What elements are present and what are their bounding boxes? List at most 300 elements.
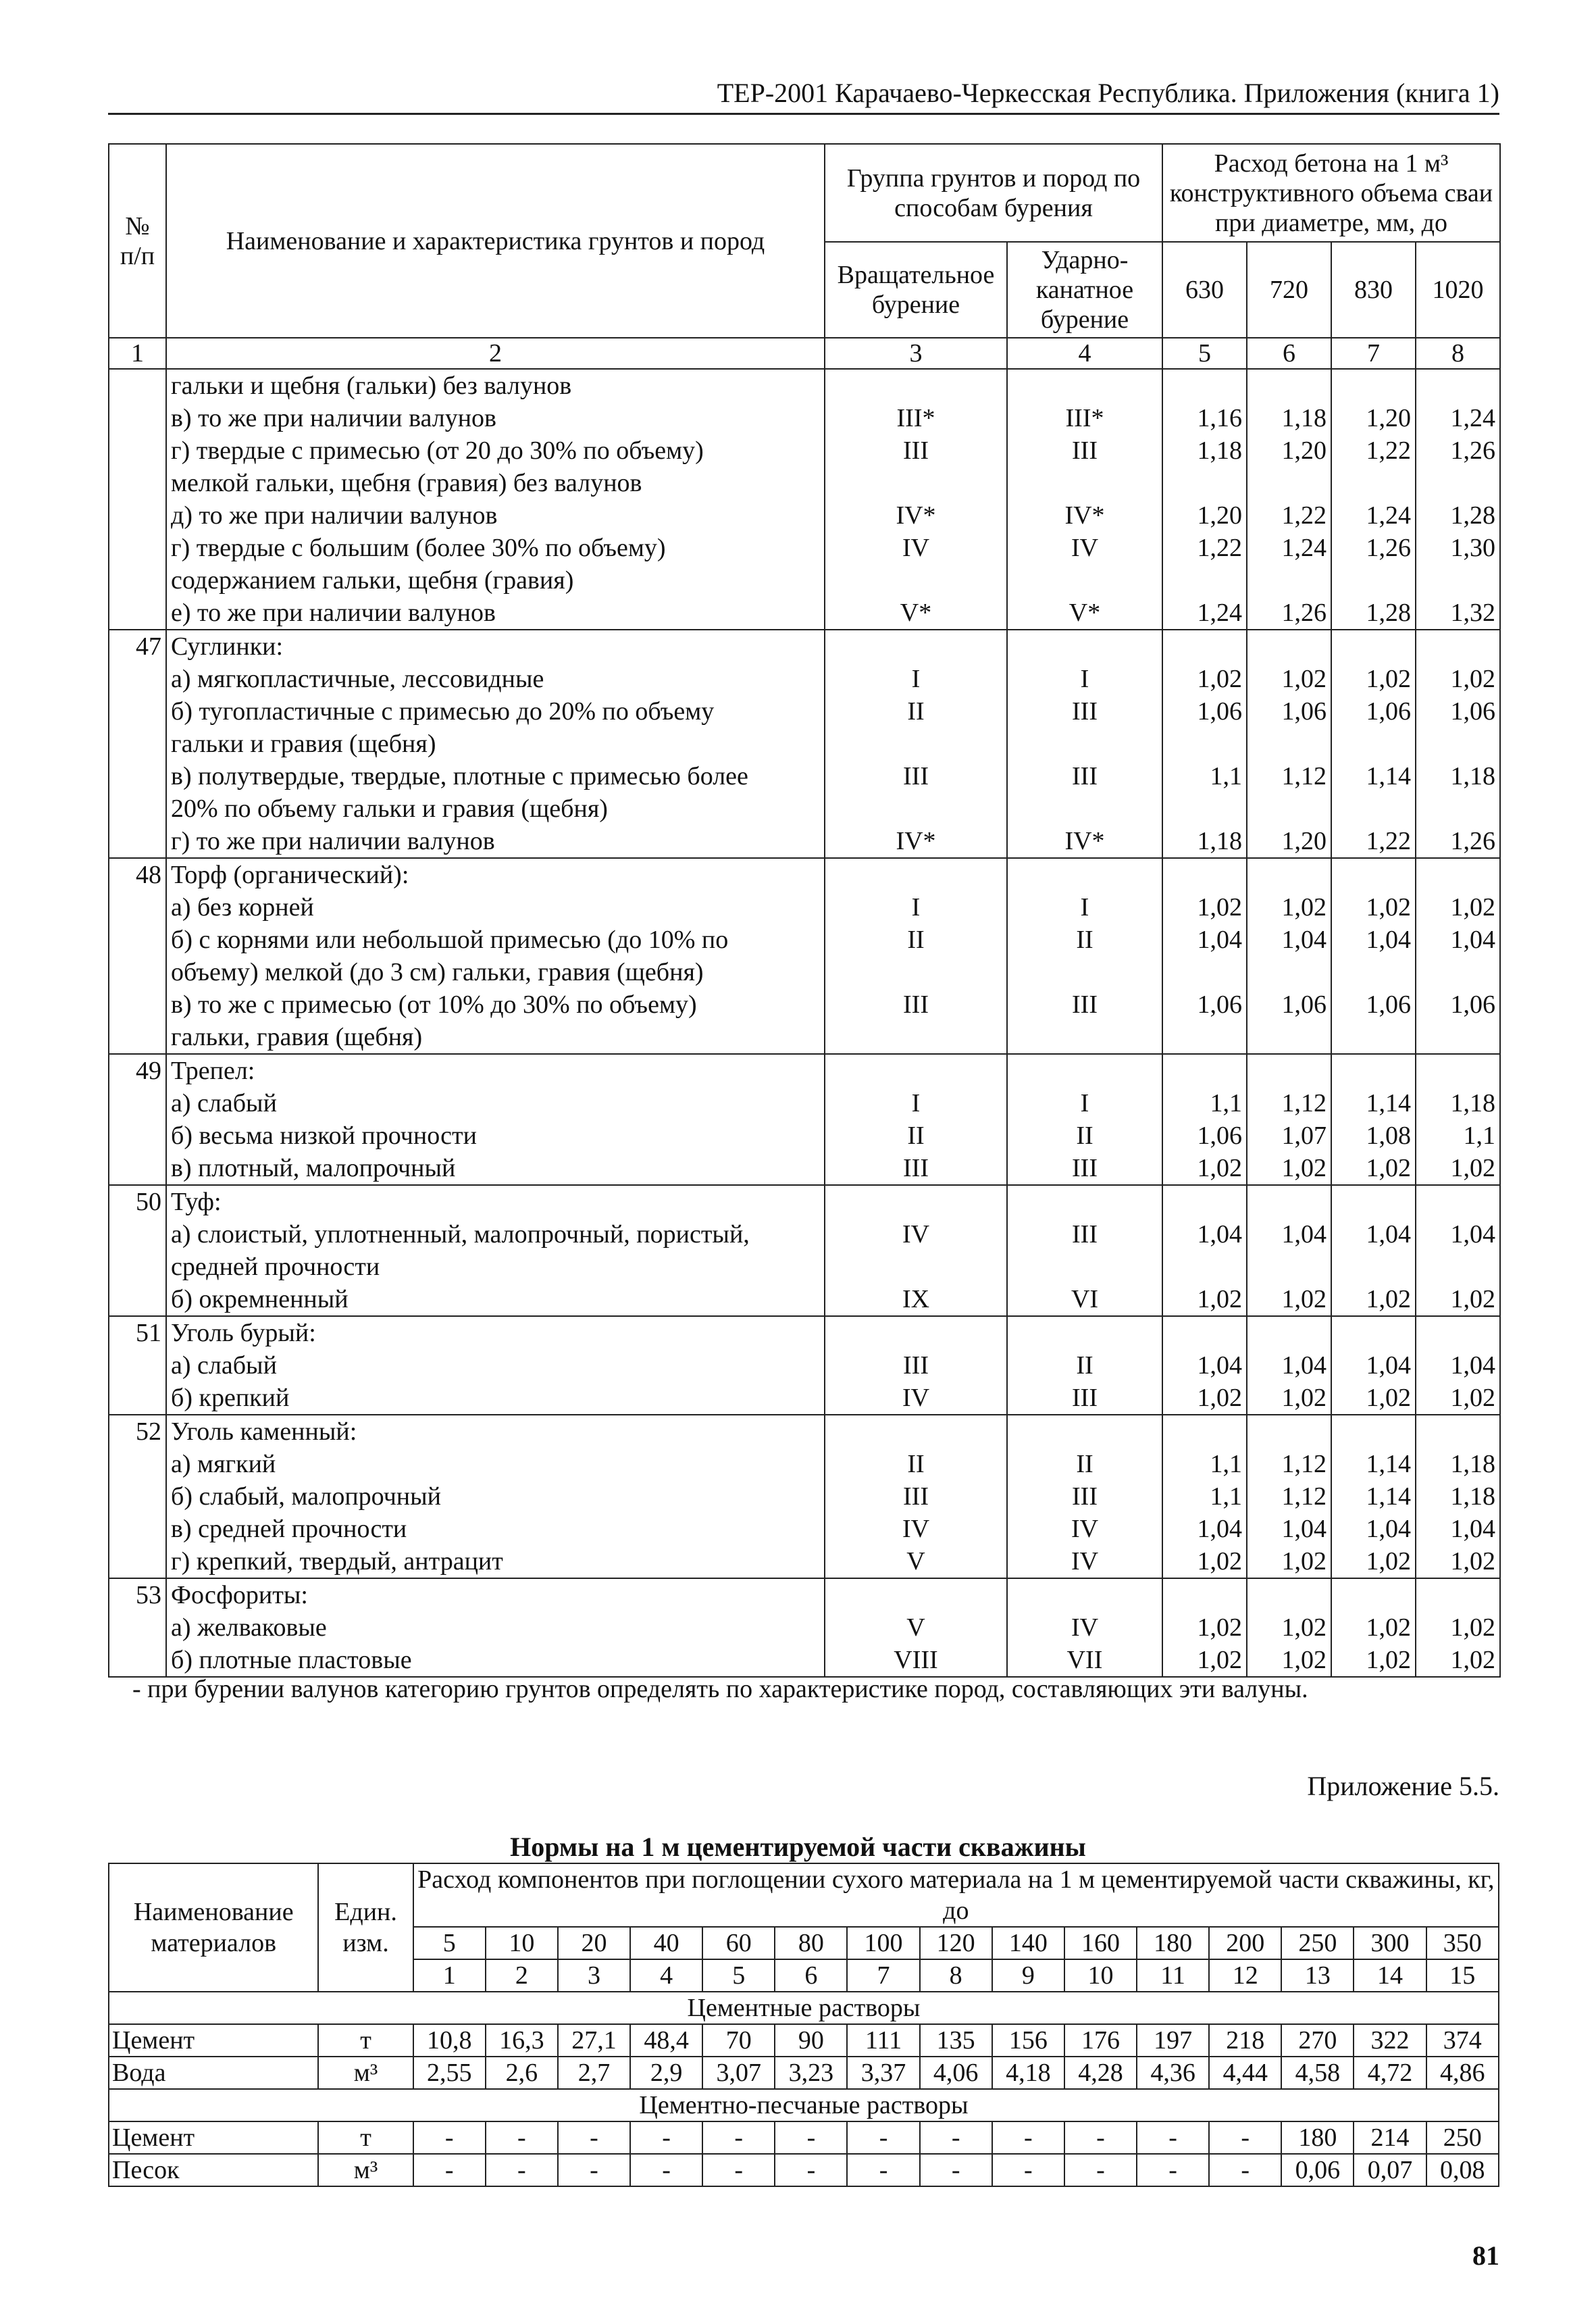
value-cell: 4,06 bbox=[920, 2057, 992, 2089]
col-header-d630: 630 bbox=[1162, 242, 1247, 338]
value-cell: 0,08 bbox=[1426, 2154, 1499, 2186]
table-row bbox=[109, 499, 1500, 532]
soil-name-cell: содержанием гальки, щебня (гравия) bbox=[166, 564, 825, 597]
soil-name-cell: в) средней прочности bbox=[166, 1513, 825, 1545]
rotary-group-cell: III bbox=[825, 1480, 1007, 1513]
value-cell: 4,18 bbox=[992, 2057, 1064, 2089]
percussion-group-cell: VI bbox=[1007, 1283, 1162, 1316]
unit-cell: т bbox=[318, 2024, 413, 2057]
value-cell: 111 bbox=[847, 2024, 919, 2057]
row-number bbox=[109, 597, 166, 630]
consumption-cell bbox=[1416, 564, 1500, 597]
material-name-cell: Песок bbox=[109, 2154, 318, 2186]
rotary-group-cell: III bbox=[825, 1152, 1007, 1185]
percussion-group-cell: III bbox=[1007, 1218, 1162, 1251]
value-cell: - bbox=[1137, 2154, 1209, 2186]
value-cell: - bbox=[630, 2154, 702, 2186]
rotary-group-cell: VIII bbox=[825, 1644, 1007, 1677]
col-header-name: Наименование и характеристика грунтов и пород bbox=[166, 144, 825, 338]
consumption-cell bbox=[1331, 564, 1416, 597]
soil-name-cell: б) крепкий bbox=[166, 1382, 825, 1415]
consumption-cell: 1,02 bbox=[1416, 663, 1500, 695]
value-cell: - bbox=[847, 2121, 919, 2154]
consumption-cell: 1,1 bbox=[1416, 1120, 1500, 1152]
row-number bbox=[109, 1448, 166, 1480]
consumption-cell bbox=[1247, 956, 1331, 988]
consumption-cell bbox=[1331, 728, 1416, 760]
value-cell: 250 bbox=[1426, 2121, 1499, 2154]
table-row bbox=[109, 1578, 1500, 1611]
table-row bbox=[109, 728, 1500, 760]
consumption-cell: 1,20 bbox=[1247, 825, 1331, 858]
value-cell: 4,86 bbox=[1426, 2057, 1499, 2089]
row-number bbox=[109, 1349, 166, 1382]
percussion-group-cell bbox=[1007, 956, 1162, 988]
consumption-cell: 1,04 bbox=[1247, 1513, 1331, 1545]
table-row bbox=[109, 793, 1500, 825]
value-cell: - bbox=[775, 2154, 847, 2186]
level-header: 160 bbox=[1064, 1927, 1137, 1959]
percussion-group-cell: I bbox=[1007, 663, 1162, 695]
level-header: 20 bbox=[558, 1927, 630, 1959]
consumption-cell: 1,24 bbox=[1416, 402, 1500, 434]
value-cell: 4,36 bbox=[1137, 2057, 1209, 2089]
rotary-group-cell bbox=[825, 1251, 1007, 1283]
rotary-group-cell: IV bbox=[825, 1513, 1007, 1545]
consumption-cell: 1,18 bbox=[1416, 1087, 1500, 1120]
value-cell: 90 bbox=[775, 2024, 847, 2057]
table-row bbox=[109, 2057, 1499, 2089]
rotary-group-cell: IV bbox=[825, 532, 1007, 564]
consumption-cell bbox=[1416, 1054, 1500, 1087]
percussion-group-cell: III bbox=[1007, 1480, 1162, 1513]
row-number bbox=[109, 1513, 166, 1545]
row-number bbox=[109, 1283, 166, 1316]
consumption-cell: 1,02 bbox=[1247, 1545, 1331, 1578]
value-cell: 3,37 bbox=[847, 2057, 919, 2089]
percussion-group-cell: II bbox=[1007, 1448, 1162, 1480]
col-number: 4 bbox=[1007, 338, 1162, 369]
table-row bbox=[109, 1283, 1500, 1316]
col-header-unit: Един. изм. bbox=[318, 1863, 413, 1992]
rotary-group-cell bbox=[825, 1578, 1007, 1611]
consumption-cell: 1,02 bbox=[1247, 1644, 1331, 1677]
percussion-group-cell: III* bbox=[1007, 402, 1162, 434]
rotary-group-cell: V bbox=[825, 1545, 1007, 1578]
table-row bbox=[109, 760, 1500, 793]
col-number: 15 bbox=[1426, 1959, 1499, 1992]
percussion-group-cell: I bbox=[1007, 891, 1162, 924]
cement-norms-table bbox=[108, 1863, 1499, 2187]
col-number: 4 bbox=[630, 1959, 702, 1992]
value-cell: - bbox=[702, 2154, 775, 2186]
consumption-cell bbox=[1331, 467, 1416, 499]
table-row bbox=[109, 402, 1500, 434]
col-number: 1 bbox=[109, 338, 166, 369]
rotary-group-cell: IV* bbox=[825, 825, 1007, 858]
rotary-group-cell: II bbox=[825, 695, 1007, 728]
soil-name-cell: Уголь каменный: bbox=[166, 1415, 825, 1448]
consumption-cell bbox=[1162, 1251, 1247, 1283]
value-cell: 10,8 bbox=[413, 2024, 486, 2057]
table-row bbox=[109, 1480, 1500, 1513]
consumption-cell: 1,02 bbox=[1331, 1644, 1416, 1677]
row-number bbox=[109, 663, 166, 695]
percussion-group-cell bbox=[1007, 858, 1162, 891]
consumption-cell: 1,07 bbox=[1247, 1120, 1331, 1152]
table-row bbox=[109, 564, 1500, 597]
row-number bbox=[109, 434, 166, 467]
row-number bbox=[109, 760, 166, 793]
level-header: 40 bbox=[630, 1927, 702, 1959]
level-header: 80 bbox=[775, 1927, 847, 1959]
table-row bbox=[109, 1644, 1500, 1677]
consumption-cell: 1,16 bbox=[1162, 402, 1247, 434]
consumption-cell bbox=[1331, 858, 1416, 891]
value-cell: 135 bbox=[920, 2024, 992, 2057]
table-row bbox=[109, 825, 1500, 858]
row-number: 50 bbox=[109, 1185, 166, 1218]
col-number: 7 bbox=[847, 1959, 919, 1992]
col-number: 6 bbox=[1247, 338, 1331, 369]
percussion-group-cell: IV bbox=[1007, 1545, 1162, 1578]
value-cell: 48,4 bbox=[630, 2024, 702, 2057]
unit-cell: т bbox=[318, 2121, 413, 2154]
rotary-group-cell bbox=[825, 858, 1007, 891]
value-cell: 2,9 bbox=[630, 2057, 702, 2089]
consumption-cell bbox=[1162, 1021, 1247, 1054]
consumption-cell: 1,12 bbox=[1247, 1480, 1331, 1513]
col-number: 10 bbox=[1064, 1959, 1137, 1992]
table-row bbox=[109, 2154, 1499, 2186]
value-cell: 180 bbox=[1281, 2121, 1354, 2154]
table-row bbox=[109, 434, 1500, 467]
running-header: ТЕР-2001 Карачаево-Черкесская Республика. Приложения (книга 1) bbox=[108, 78, 1499, 115]
table-row bbox=[109, 1316, 1500, 1349]
row-number bbox=[109, 564, 166, 597]
value-cell: 0,06 bbox=[1281, 2154, 1354, 2186]
consumption-cell: 1,02 bbox=[1162, 891, 1247, 924]
section-title: Цементно-песчаные растворы bbox=[109, 2089, 1499, 2121]
consumption-cell: 1,02 bbox=[1331, 1283, 1416, 1316]
percussion-group-cell: IV* bbox=[1007, 499, 1162, 532]
value-cell: 270 bbox=[1281, 2024, 1354, 2057]
percussion-group-cell bbox=[1007, 728, 1162, 760]
row-number bbox=[109, 402, 166, 434]
value-cell: - bbox=[1209, 2154, 1281, 2186]
row-number bbox=[109, 956, 166, 988]
consumption-cell: 1,02 bbox=[1162, 1545, 1247, 1578]
consumption-cell: 1,02 bbox=[1416, 1382, 1500, 1415]
value-cell: 16,3 bbox=[486, 2024, 558, 2057]
row-number bbox=[109, 1152, 166, 1185]
col-number: 14 bbox=[1354, 1959, 1426, 1992]
value-cell: - bbox=[920, 2154, 992, 2186]
material-name-cell: Цемент bbox=[109, 2024, 318, 2057]
consumption-cell bbox=[1416, 1578, 1500, 1611]
consumption-cell bbox=[1331, 1021, 1416, 1054]
consumption-cell: 1,1 bbox=[1162, 1448, 1247, 1480]
rotary-group-cell bbox=[825, 1316, 1007, 1349]
table-row bbox=[109, 988, 1500, 1021]
consumption-cell bbox=[1162, 369, 1247, 402]
consumption-cell: 1,22 bbox=[1331, 825, 1416, 858]
table-row bbox=[109, 532, 1500, 564]
table-row bbox=[109, 1120, 1500, 1152]
soil-name-cell: гальки, гравия (щебня) bbox=[166, 1021, 825, 1054]
soil-name-cell: в) то же при наличии валунов bbox=[166, 402, 825, 434]
soil-name-cell: в) плотный, малопрочный bbox=[166, 1152, 825, 1185]
value-cell: 3,07 bbox=[702, 2057, 775, 2089]
consumption-cell: 1,02 bbox=[1162, 1644, 1247, 1677]
value-cell: - bbox=[1137, 2121, 1209, 2154]
rotary-group-cell bbox=[825, 369, 1007, 402]
consumption-cell: 1,02 bbox=[1247, 1283, 1331, 1316]
consumption-cell: 1,04 bbox=[1416, 1349, 1500, 1382]
cement-table-body bbox=[109, 1992, 1499, 2186]
value-cell: 70 bbox=[702, 2024, 775, 2057]
col-number: 13 bbox=[1281, 1959, 1354, 1992]
consumption-cell: 1,02 bbox=[1416, 1545, 1500, 1578]
rotary-group-cell: III bbox=[825, 760, 1007, 793]
table-row bbox=[109, 467, 1500, 499]
consumption-cell: 1,18 bbox=[1416, 1448, 1500, 1480]
col-header-num: № п/п bbox=[109, 144, 166, 338]
table-row bbox=[109, 1382, 1500, 1415]
row-number bbox=[109, 793, 166, 825]
percussion-group-cell: III bbox=[1007, 1152, 1162, 1185]
section-title: Цементные растворы bbox=[109, 1992, 1499, 2024]
level-header: 140 bbox=[992, 1927, 1064, 1959]
soil-name-cell: 20% по объему гальки и гравия (щебня) bbox=[166, 793, 825, 825]
col-number: 8 bbox=[920, 1959, 992, 1992]
percussion-group-cell: V* bbox=[1007, 597, 1162, 630]
soil-name-cell: а) мягкопластичные, лессовидные bbox=[166, 663, 825, 695]
percussion-group-cell: III bbox=[1007, 988, 1162, 1021]
consumption-cell: 1,04 bbox=[1162, 924, 1247, 956]
value-cell: - bbox=[702, 2121, 775, 2154]
consumption-cell: 1,06 bbox=[1416, 695, 1500, 728]
consumption-cell: 1,02 bbox=[1162, 1283, 1247, 1316]
soil-name-cell: в) полутвердые, твердые, плотные с примесью более bbox=[166, 760, 825, 793]
consumption-cell bbox=[1416, 956, 1500, 988]
table-row bbox=[109, 1611, 1500, 1644]
consumption-cell: 1,24 bbox=[1331, 499, 1416, 532]
consumption-cell: 1,24 bbox=[1247, 532, 1331, 564]
rotary-group-cell bbox=[825, 956, 1007, 988]
percussion-group-cell bbox=[1007, 630, 1162, 663]
row-number bbox=[109, 825, 166, 858]
soil-name-cell: средней прочности bbox=[166, 1251, 825, 1283]
soil-name-cell: Трепел: bbox=[166, 1054, 825, 1087]
col-header-material: Наименование материалов bbox=[109, 1863, 318, 1992]
table-row bbox=[109, 695, 1500, 728]
percussion-group-cell: III bbox=[1007, 1382, 1162, 1415]
value-cell: 2,7 bbox=[558, 2057, 630, 2089]
consumption-cell bbox=[1247, 1251, 1331, 1283]
soil-name-cell: е) то же при наличии валунов bbox=[166, 597, 825, 630]
consumption-cell: 1,20 bbox=[1331, 402, 1416, 434]
consumption-cell bbox=[1331, 1054, 1416, 1087]
col-number: 3 bbox=[558, 1959, 630, 1992]
consumption-cell bbox=[1416, 1415, 1500, 1448]
col-number: 2 bbox=[166, 338, 825, 369]
consumption-cell bbox=[1416, 1251, 1500, 1283]
consumption-cell bbox=[1331, 956, 1416, 988]
row-number bbox=[109, 1218, 166, 1251]
rotary-group-cell: I bbox=[825, 891, 1007, 924]
value-cell: 2,55 bbox=[413, 2057, 486, 2089]
table-row bbox=[109, 1545, 1500, 1578]
consumption-cell: 1,04 bbox=[1162, 1218, 1247, 1251]
soil-name-cell: б) плотные пластовые bbox=[166, 1644, 825, 1677]
table2-title: Нормы на 1 м цементируемой части скважины bbox=[510, 1832, 1086, 1862]
consumption-cell bbox=[1331, 1316, 1416, 1349]
consumption-cell bbox=[1331, 1578, 1416, 1611]
consumption-cell: 1,20 bbox=[1247, 434, 1331, 467]
consumption-cell: 1,04 bbox=[1331, 924, 1416, 956]
table-row bbox=[109, 858, 1500, 891]
consumption-cell: 1,02 bbox=[1247, 1152, 1331, 1185]
page-number: 81 bbox=[1472, 2240, 1499, 2271]
consumption-cell: 1,12 bbox=[1247, 1448, 1331, 1480]
rotary-group-cell: II bbox=[825, 924, 1007, 956]
consumption-cell bbox=[1162, 858, 1247, 891]
table-row bbox=[109, 956, 1500, 988]
consumption-cell bbox=[1247, 1021, 1331, 1054]
rotary-group-cell bbox=[825, 467, 1007, 499]
consumption-cell: 1,04 bbox=[1331, 1218, 1416, 1251]
table-row bbox=[109, 1415, 1500, 1448]
consumption-cell bbox=[1247, 564, 1331, 597]
col-number: 6 bbox=[775, 1959, 847, 1992]
consumption-cell bbox=[1331, 369, 1416, 402]
consumption-cell: 1,28 bbox=[1331, 597, 1416, 630]
consumption-cell: 1,04 bbox=[1416, 924, 1500, 956]
row-number bbox=[109, 1382, 166, 1415]
rotary-group-cell: IX bbox=[825, 1283, 1007, 1316]
consumption-cell bbox=[1162, 956, 1247, 988]
value-cell: 4,44 bbox=[1209, 2057, 1281, 2089]
consumption-cell bbox=[1247, 1316, 1331, 1349]
soil-name-cell: г) то же при наличии валунов bbox=[166, 825, 825, 858]
level-header: 250 bbox=[1281, 1927, 1354, 1959]
soil-name-cell: а) слабый bbox=[166, 1349, 825, 1382]
table-row bbox=[109, 663, 1500, 695]
consumption-cell: 1,24 bbox=[1162, 597, 1247, 630]
soil-table-body bbox=[109, 369, 1500, 1677]
value-cell: - bbox=[558, 2121, 630, 2154]
soil-name-cell: б) слабый, малопрочный bbox=[166, 1480, 825, 1513]
row-number bbox=[109, 1545, 166, 1578]
consumption-cell bbox=[1416, 728, 1500, 760]
consumption-cell: 1,02 bbox=[1416, 1283, 1500, 1316]
material-name-cell: Вода bbox=[109, 2057, 318, 2089]
col-header-consumption: Расход бетона на 1 м³ конструктивного объема сваи при диаметре, мм, до bbox=[1162, 144, 1500, 242]
consumption-cell bbox=[1162, 1415, 1247, 1448]
table-row bbox=[109, 1021, 1500, 1054]
rotary-group-cell: I bbox=[825, 663, 1007, 695]
consumption-cell: 1,04 bbox=[1247, 1218, 1331, 1251]
soil-name-cell: г) твердые с большим (более 30% по объему) bbox=[166, 532, 825, 564]
rotary-group-cell bbox=[825, 1054, 1007, 1087]
consumption-cell: 1,02 bbox=[1416, 1152, 1500, 1185]
consumption-cell bbox=[1162, 564, 1247, 597]
rotary-group-cell: III* bbox=[825, 402, 1007, 434]
col-header-consumption: Расход компонентов при поглощении сухого материала на 1 м цементируемой части скважины, кг, до bbox=[413, 1863, 1499, 1927]
rotary-group-cell bbox=[825, 1021, 1007, 1054]
consumption-cell bbox=[1331, 630, 1416, 663]
consumption-cell: 1,02 bbox=[1162, 663, 1247, 695]
consumption-cell bbox=[1162, 467, 1247, 499]
row-number bbox=[109, 1120, 166, 1152]
col-header-percussion: Ударно-канатное бурение bbox=[1007, 242, 1162, 338]
percussion-group-cell: II bbox=[1007, 1349, 1162, 1382]
consumption-cell: 1,06 bbox=[1162, 695, 1247, 728]
row-number bbox=[109, 1021, 166, 1054]
consumption-cell bbox=[1247, 793, 1331, 825]
value-cell: - bbox=[847, 2154, 919, 2186]
consumption-cell bbox=[1331, 793, 1416, 825]
value-cell: - bbox=[775, 2121, 847, 2154]
percussion-group-cell: III bbox=[1007, 760, 1162, 793]
table-row bbox=[109, 2024, 1499, 2057]
consumption-cell bbox=[1162, 1185, 1247, 1218]
col-number: 11 bbox=[1137, 1959, 1209, 1992]
soil-name-cell: Туф: bbox=[166, 1185, 825, 1218]
consumption-cell: 1,04 bbox=[1416, 1513, 1500, 1545]
value-cell: 4,58 bbox=[1281, 2057, 1354, 2089]
rotary-group-cell: II bbox=[825, 1448, 1007, 1480]
consumption-cell: 1,04 bbox=[1247, 924, 1331, 956]
soil-name-cell: гальки и щебня (гальки) без валунов bbox=[166, 369, 825, 402]
row-number: 48 bbox=[109, 858, 166, 891]
consumption-cell: 1,26 bbox=[1416, 825, 1500, 858]
consumption-cell bbox=[1247, 369, 1331, 402]
consumption-cell bbox=[1331, 1185, 1416, 1218]
row-number bbox=[109, 532, 166, 564]
consumption-cell: 1,02 bbox=[1331, 1611, 1416, 1644]
row-number bbox=[109, 499, 166, 532]
consumption-cell bbox=[1416, 858, 1500, 891]
table-row bbox=[109, 1087, 1500, 1120]
consumption-cell bbox=[1416, 793, 1500, 825]
consumption-cell: 1,30 bbox=[1416, 532, 1500, 564]
consumption-cell: 1,18 bbox=[1162, 434, 1247, 467]
value-cell: - bbox=[630, 2121, 702, 2154]
percussion-group-cell: II bbox=[1007, 1120, 1162, 1152]
percussion-group-cell: VII bbox=[1007, 1644, 1162, 1677]
consumption-cell: 1,32 bbox=[1416, 597, 1500, 630]
consumption-cell bbox=[1162, 630, 1247, 663]
consumption-cell: 1,02 bbox=[1247, 891, 1331, 924]
percussion-group-cell bbox=[1007, 1251, 1162, 1283]
rotary-group-cell: I bbox=[825, 1087, 1007, 1120]
soil-name-cell: объему) мелкой (до 3 см) гальки, гравия (щебня) bbox=[166, 956, 825, 988]
soil-name-cell: г) крепкий, твердый, антрацит bbox=[166, 1545, 825, 1578]
consumption-cell bbox=[1247, 1578, 1331, 1611]
soil-name-cell: б) с корнями или небольшой примесью (до 10% по bbox=[166, 924, 825, 956]
consumption-cell bbox=[1247, 1415, 1331, 1448]
row-number bbox=[109, 369, 166, 402]
rotary-group-cell: V bbox=[825, 1611, 1007, 1644]
table-row bbox=[109, 597, 1500, 630]
consumption-cell bbox=[1247, 467, 1331, 499]
col-number: 1 bbox=[413, 1959, 486, 1992]
soil-name-cell: Торф (органический): bbox=[166, 858, 825, 891]
soil-name-cell: гальки и гравия (щебня) bbox=[166, 728, 825, 760]
unit-cell: м³ bbox=[318, 2057, 413, 2089]
